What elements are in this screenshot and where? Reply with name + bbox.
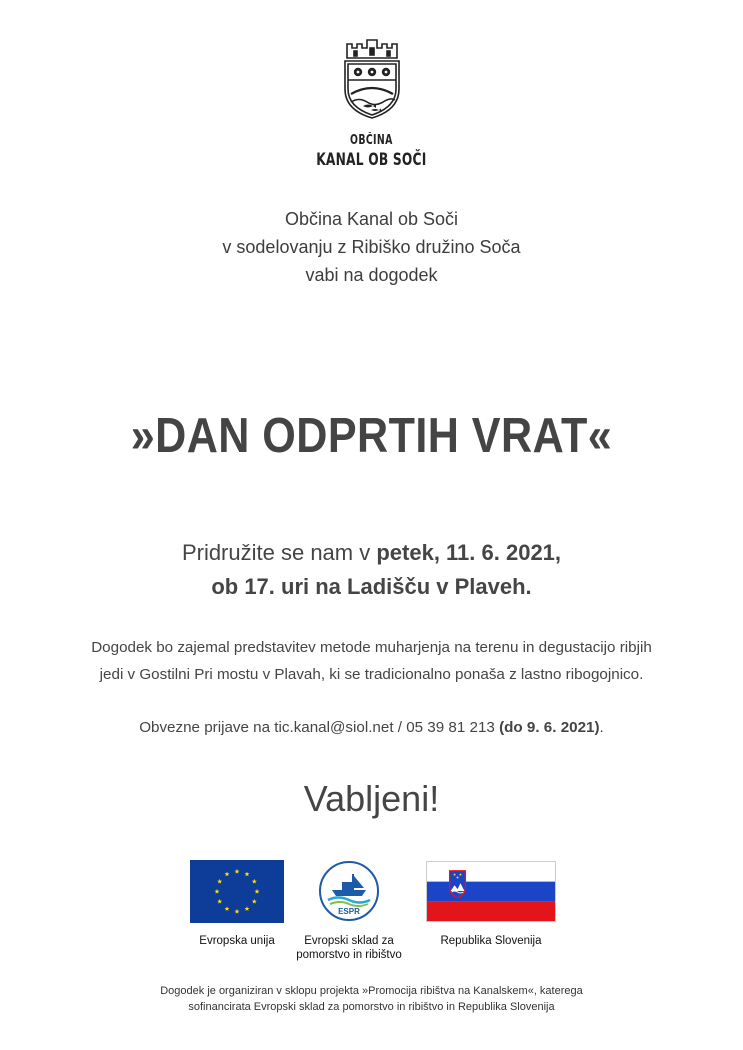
datetime-prefix: Pridružite se nam v: [181, 540, 377, 565]
intro-line: v sodelovanju z Ribiško družino Soča: [222, 237, 521, 257]
footer-line: Dogodek je organiziran v sklopu projekta »Promocija ribištva na Kanalskem«, katerega: [160, 985, 583, 997]
registration-info: [0, 719, 743, 736]
slovenia-flag-icon: [426, 861, 556, 922]
espr-caption-line: pomorstvo in ribištvo: [296, 949, 402, 961]
event-datetime: [0, 536, 743, 604]
intro-line: Občina Kanal ob Soči: [284, 209, 459, 229]
espr-caption: [289, 934, 409, 962]
description-line: Dogodek bo zajemal predstavitev metode muharjenja na terenu in degustacijo ribjih: [91, 639, 652, 656]
event-description: [0, 634, 743, 688]
registration-suffix: .: [599, 719, 604, 736]
registration-contact: Obvezne prijave na tic.kanal@siol.net / 05 39 81 213: [139, 719, 500, 736]
intro-text: [0, 205, 743, 289]
eu-flag-icon: [190, 860, 284, 923]
registration-deadline: (do 9. 6. 2021): [499, 719, 600, 736]
intro-line: vabi na dogodek: [305, 265, 438, 285]
slovenia-caption: Republika Slovenija: [440, 935, 542, 947]
event-time-location: ob 17. uri na Ladišču v Plaveh.: [211, 574, 532, 599]
espr-logo-text: ESPR: [338, 907, 360, 916]
eu-caption: Evropska unija: [199, 935, 275, 947]
crest-title-line1: OBČINA: [350, 133, 393, 148]
footer-line: sofinancirata Evropski sklad za pomorstvo in ribištvo in Republika Slovenija: [188, 1001, 555, 1013]
description-line: jedi v Gostilni Pri mostu v Plavah, ki se tradicionalno ponaša z lastno ribogojnico.: [99, 666, 644, 683]
municipality-crest-icon: [341, 34, 403, 120]
event-date: petek, 11. 6. 2021,: [376, 540, 562, 565]
espr-logo-icon: [318, 860, 380, 922]
event-title: »DAN ODPRTIH VRAT«: [130, 409, 613, 463]
welcome-text: Vabljeni!: [303, 778, 440, 819]
crest-title-line2: KANAL OB SOČI: [316, 150, 427, 170]
footer-note: [0, 983, 743, 1015]
espr-caption-line: Evropski sklad za: [304, 935, 394, 947]
